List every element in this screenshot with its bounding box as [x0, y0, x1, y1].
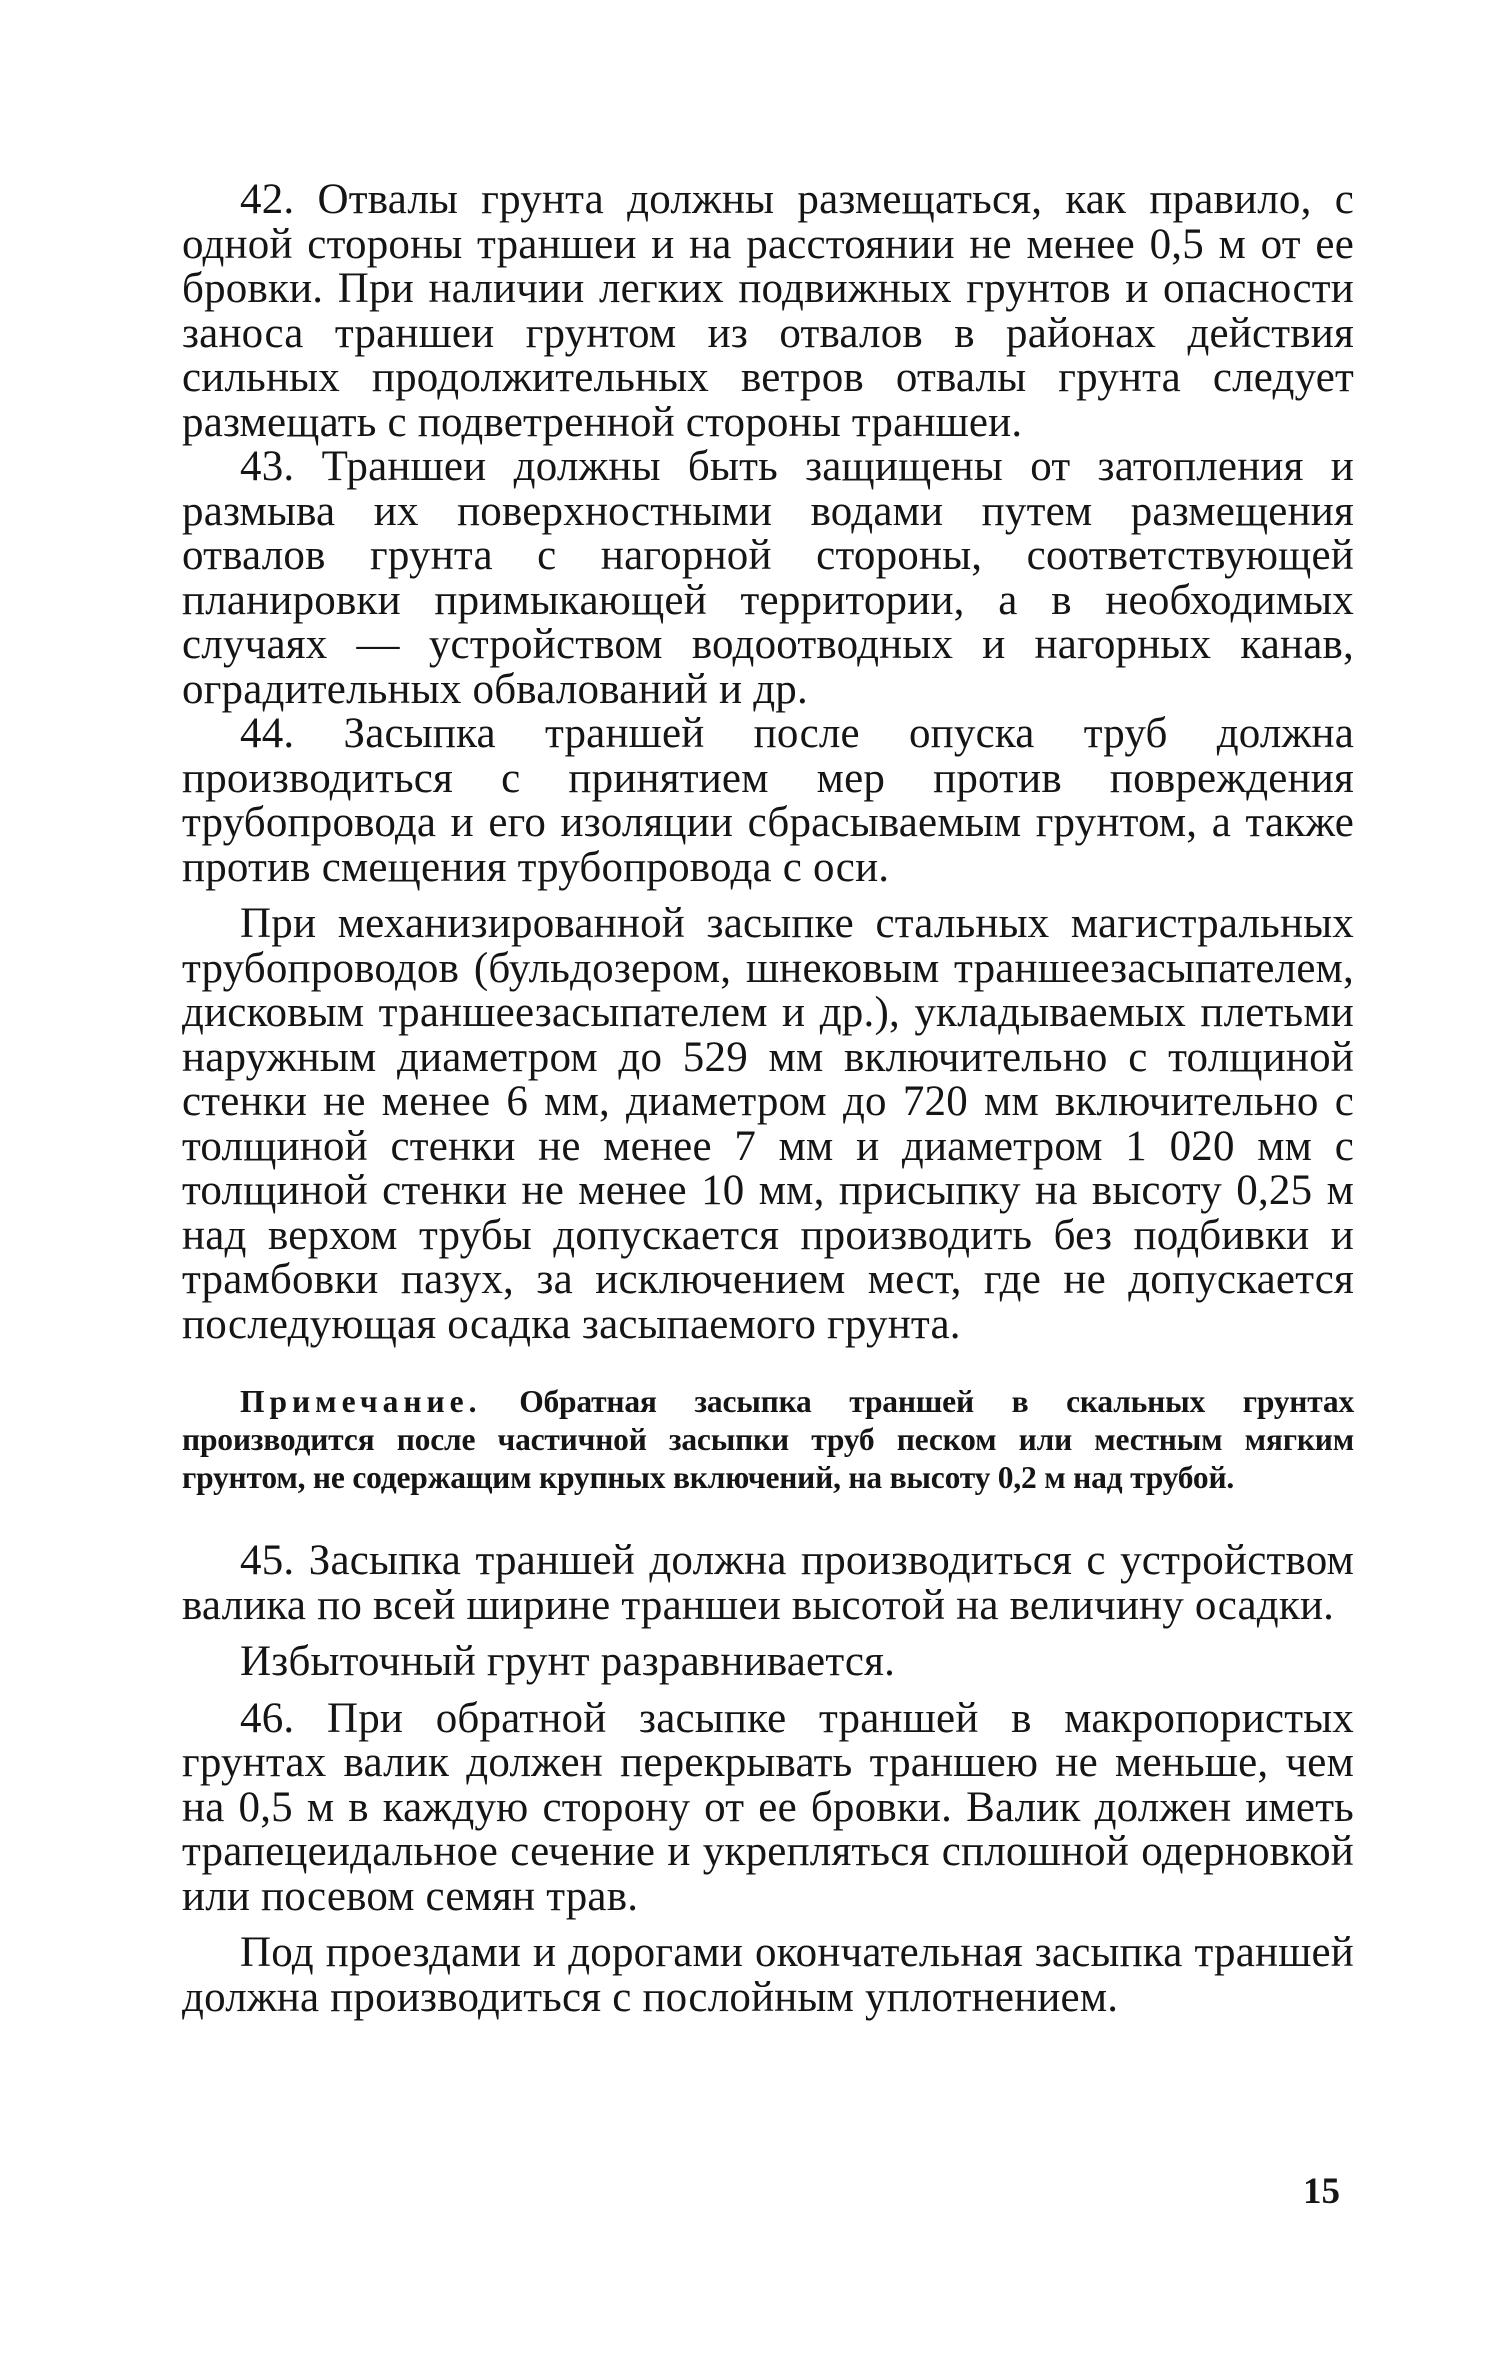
paragraph-43: 43. Траншеи должны быть защищены от затопления и размыва их поверхностными водами путем размещения отвалов грунта с нагорной стороны, соответствующей планировки примыкающей территории, а в необходимых случаях — устройством водоотводных и нагорных канав, оградительных обвалований и др.	[182, 443, 1354, 713]
paragraph-46: 46. При обратной засыпке траншей в макропористых грунтах валик должен перекрывать траншею не меньше, чем на 0,5 м в каждую сторону от ее бровки. Валик должен иметь трапецеидальное сечение и укрепляться сплошной одерновкой или посевом семян трав.	[182, 1694, 1354, 1920]
paragraph-45: 45. Засыпка траншей должна производиться с устройством валика по всей ширине траншеи высотой на величину осадки.	[182, 1537, 1354, 1629]
note-text: Обратная засыпка траншей в скальных грунтах производится после частичной засыпки труб песком или местным мягким грунтом, не содержащим крупных включений, на высоту 0,2 м над трубой.	[182, 1384, 1354, 1495]
note-block	[182, 1383, 1354, 1497]
paragraph-44: 44. Засыпка траншей после опуска труб должна производиться с принятием мер против повреждения трубопровода и его изоляции сбрасываемым грунтом, а также против смещения трубопровода с оси.	[182, 710, 1354, 891]
paragraph-45-continued: Избыточный грунт разравнивается.	[240, 1638, 896, 1685]
page-number: 15	[1303, 2171, 1340, 2212]
note-heading: Примечание.	[240, 1384, 482, 1419]
paragraph-42: 42. Отвалы грунта должны размещаться, как правило, с одной стороны траншеи и на расстоянии не менее 0,5 м от ее бровки. При наличии легких подвижных грунтов и опасности заноса траншеи грунтом из отвалов в районах действия сильных продолжительных ветров отвалы грунта следует размещать с подветренной стороны траншеи.	[182, 176, 1354, 446]
paragraph-44-continued: При механизированной засыпке стальных магистральных трубопроводов (бульдозером, шнековым траншеезасыпателем, дисковым траншеезасыпателем и др.), укладываемых плетьми наружным диаметром до 529 мм включительно с толщиной стенки не менее 6 мм, диаметром до 720 мм включительно с толщиной стенки не менее 7 мм и диаметром 1 020 мм с толщиной стенки не менее 10 мм, присыпку на высоту 0,25 м над верхом трубы допускается производить без подбивки и трамбовки пазух, за исключением мест, где не допускается последующая осадка засыпаемого грунта.	[182, 900, 1354, 1348]
document-page	[182, 178, 1354, 2020]
paragraph-46-continued: Под проездами и дорогами окончательная засыпка траншей должна производиться с послойным уплотнением.	[182, 1929, 1354, 2021]
